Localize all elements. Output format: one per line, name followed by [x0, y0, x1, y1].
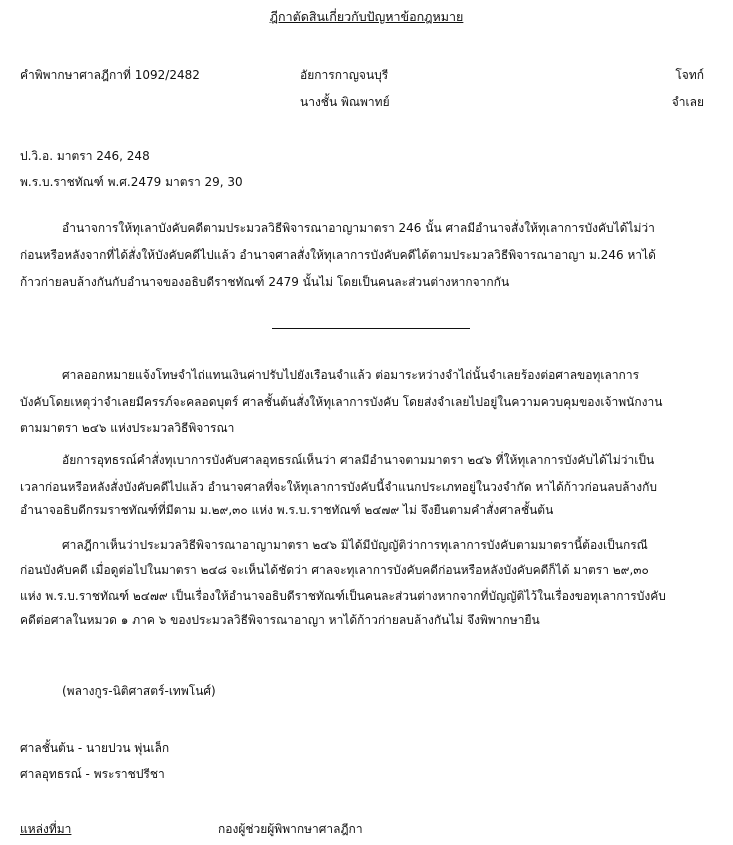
- body-line: ศาลออกหมายแจ้งโทษจำไถ่แทนเงินค่าปรับไปยังเรือนจำแล้ว ต่อมาระหว่างจำไถ่นั้นจำเลยร้องต่อศาลขอทุเลาการ: [62, 368, 640, 382]
- page-title: [0, 11, 733, 24]
- case-number: คำพิพากษาศาลฎีกาที่ 1092/2482: [20, 68, 200, 82]
- summary-line: อำนาจการให้ทุเลาบังคับคดีตามประมวลวิธีพิจารณาอาญามาตรา 246 นั้น ศาลมีอำนาจสั่งให้ทุเลาการบังคับได้ไม่ว่า: [62, 221, 655, 235]
- summary-line: ก่อนหรือหลังจากที่ได้สั่งให้บังคับคดีไปแล้ว อำนาจศาลสั่งให้ทุเลาการบังคับคดีได้ตามประมวลวิธีพิจารณาอาญา ม.246 หาได้: [20, 248, 656, 262]
- body-line: เวลาก่อนหรือหลังสั่งบังคับคดีไปแล้ว อำนาจศาลที่จะให้ทุเลาการบังคับนี้จำแนกประเภทอยู่ในวงจำกัด หาได้ก้าวก่อนลบล้างกับ: [20, 480, 658, 494]
- body-line: อำนาจอธิบดีกรมราชทัณฑ์ที่มีตาม ม.๒๙,๓๐ แห่ง พ.ร.บ.ราชทัณฑ์ ๒๔๗๙ ไม่ จึงยืนตามคำสั่งศาลชั้นต้น: [20, 503, 554, 517]
- lower-court: ศาลชั้นต้น - นายปวน พุ่นเล็ก: [20, 741, 170, 755]
- law-reference: ป.วิ.อ. มาตรา 246, 248: [20, 149, 150, 163]
- plaintiff-role: โจทก์: [675, 68, 704, 82]
- source-value: กองผู้ช่วยผู้พิพากษาศาลฎีกา: [218, 822, 363, 836]
- defendant-name: นางชั้น พิณพาทย์: [300, 95, 390, 109]
- body-line: แห่ง พ.ร.บ.ราชทัณฑ์ ๒๔๗๙ เป็นเรื่องให้อำนาจอธิบดีราชทัณฑ์เป็นคนละส่วนต่างหากจากที่บัญญัติไว้ในเรื่องขอทุเลาการบังคับ: [20, 589, 666, 603]
- body-line: ก่อนบังคับคดี เมื่อดูต่อไปในมาตรา ๒๔๘ จะเห็นได้ชัดว่า ศาลจะทุเลาการบังคับคดีก่อนหรือหลังบังคับคดีก็ได้ มาตรา ๒๙,๓๐: [20, 563, 649, 577]
- body-line: ศาลฎีกาเห็นว่าประมวลวิธีพิจารณาอาญามาตรา ๒๔๖ มิได้มีบัญญัติว่าการทุเลาการบังคับตามมาตรานี้ต้องเป็นกรณี: [62, 538, 648, 552]
- section-divider: [272, 328, 470, 329]
- body-line: บังคับโดยเหตุว่าจำเลยมีครรภ์จะคลอดบุตร์ ศาลชั้นต้นสั่งให้ทุเลาการบังคับ โดยส่งจำเลยไปอยู่ในความควบคุมของเจ้าพนักงาน: [20, 395, 663, 409]
- lower-court: ศาลอุทธรณ์ - พระราชปรีชา: [20, 767, 165, 781]
- title-text: ฎีกาตัดสินเกี่ยวกับปัญหาข้อกฎหมาย: [269, 9, 464, 24]
- body-line: คดีต่อศาลในหมวด ๑ ภาค ๖ ของประมวลวิธีพิจารณาอาญา หาได้ก้าวก่ายลบล้างกันไม่ จึงพิพากษายืน: [20, 613, 540, 627]
- summary-line: ก้าวก่ายลบล้างกันกับอำนาจของอธิบดีราชทัณฑ์ 2479 นั้นไม่ โดยเป็นคนละส่วนต่างหากจากกัน: [20, 275, 510, 289]
- defendant-role: จำเลย: [671, 95, 704, 109]
- plaintiff-name: อัยการกาญจนบุรี: [300, 68, 389, 82]
- source-label: แหล่งที่มา: [20, 822, 72, 836]
- judges-signature: (พลางกูร-นิติศาสตร์-เทพโนศ์): [62, 684, 216, 698]
- law-reference: พ.ร.บ.ราชทัณฑ์ พ.ศ.2479 มาตรา 29, 30: [20, 175, 243, 189]
- body-line: อัยการอุทธรณ์คำสั่งทุเบาการบังคับศาลอุทธรณ์เห็นว่า ศาลมีอำนาจตามมาตรา ๒๔๖ ที่ให้ทุเลาการบังคับได้ไม่ว่าเป็น: [62, 453, 655, 467]
- body-line: ตามมาตรา ๒๔๖ แห่งประมวลวิธีพิจารณา: [20, 421, 235, 435]
